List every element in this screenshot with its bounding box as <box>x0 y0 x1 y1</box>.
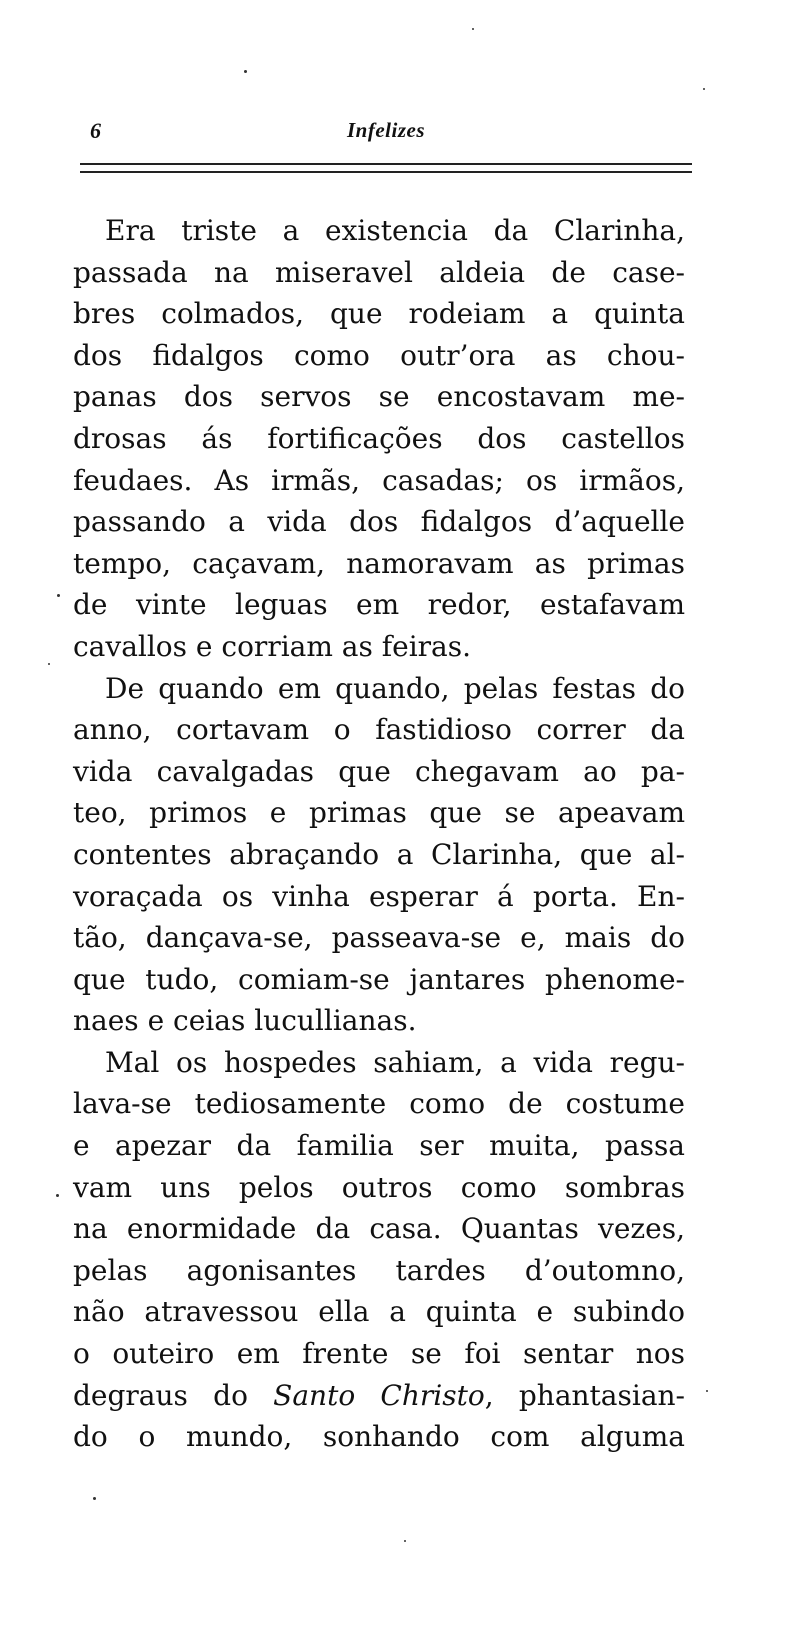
text-line: Era triste a existencia da Clarinha, <box>105 214 685 247</box>
text-line: De quando em quando, pelas festas do <box>105 671 685 705</box>
text-line: tempo, caçavam, namoravam as primas <box>73 546 685 580</box>
text-line: não atravessou ella a quinta e subindo <box>73 1295 685 1329</box>
text-line: na enormidade da casa. Quantas vezes, <box>73 1212 685 1246</box>
scan-speck <box>93 1497 96 1500</box>
text-line-with-italic <box>73 1375 685 1417</box>
text-line: do o mundo, sonhando com alguma <box>73 1420 685 1454</box>
scan-speck <box>48 663 50 665</box>
italic-place-name: Santo Christo <box>273 1378 485 1412</box>
scan-speck <box>706 1390 708 1392</box>
text-line: teo, primos e primas que se apeavam <box>73 796 685 830</box>
text-line: anno, cortavam o fastidioso correr da <box>73 713 685 747</box>
scan-speck <box>472 28 474 30</box>
text-line: drosas ás fortificações dos castellos <box>73 421 685 455</box>
text-line: Mal os hospedes sahiam, a vida regu- <box>105 1045 685 1079</box>
text-line: contentes abraçando a Clarinha, que al- <box>73 837 685 871</box>
body-text <box>73 210 685 1458</box>
text-line: e apezar da familia ser muita, passa <box>73 1129 685 1163</box>
text-line: voraçada os vinha esperar á porta. En- <box>73 879 685 913</box>
header-rule-bottom <box>80 171 692 173</box>
text-line: cavallos e corriam as feiras. <box>73 629 472 663</box>
line-text-after: , phantasian- <box>484 1378 685 1412</box>
line-text-before: degraus do <box>73 1378 274 1412</box>
text-line: panas dos servos se encostavam me- <box>73 380 685 414</box>
running-title: Infelizes <box>347 118 425 142</box>
scan-speck <box>244 70 247 73</box>
header-rule-top <box>80 163 692 165</box>
text-line: de vinte leguas em redor, estafavam <box>73 588 685 622</box>
text-line: passada na miseravel aldeia de case- <box>73 255 685 289</box>
page-number: 6 <box>90 118 101 143</box>
text-line: bres colmados, que rodeiam a quinta <box>73 297 685 331</box>
page-header <box>80 118 692 152</box>
text-line: passando a vida dos fidalgos d’aquelle <box>73 505 685 539</box>
text-line: lava-se tediosamente como de costume <box>73 1087 685 1121</box>
scan-speck <box>404 1540 406 1542</box>
text-line: que tudo, comiam-se jantares phenome- <box>73 962 685 996</box>
text-line: vam uns pelos outros como sombras <box>73 1170 685 1204</box>
text-line: vida cavalgadas que chegavam ao pa- <box>73 754 685 788</box>
scan-speck <box>703 88 705 90</box>
text-line: tão, dançava-se, passeava-se e, mais do <box>73 921 685 955</box>
text-line: naes e ceias lucullianas. <box>73 1004 417 1038</box>
text-line: o outeiro em frente se foi sentar nos <box>73 1337 685 1371</box>
text-line: dos fidalgos como outr’ora as chou- <box>73 338 685 372</box>
text-line: pelas agonisantes tardes d’outomno, <box>73 1253 685 1287</box>
scan-speck <box>57 594 60 597</box>
scan-speck <box>56 1194 59 1197</box>
text-line: feudaes. As irmãs, casadas; os irmãos, <box>73 463 685 497</box>
